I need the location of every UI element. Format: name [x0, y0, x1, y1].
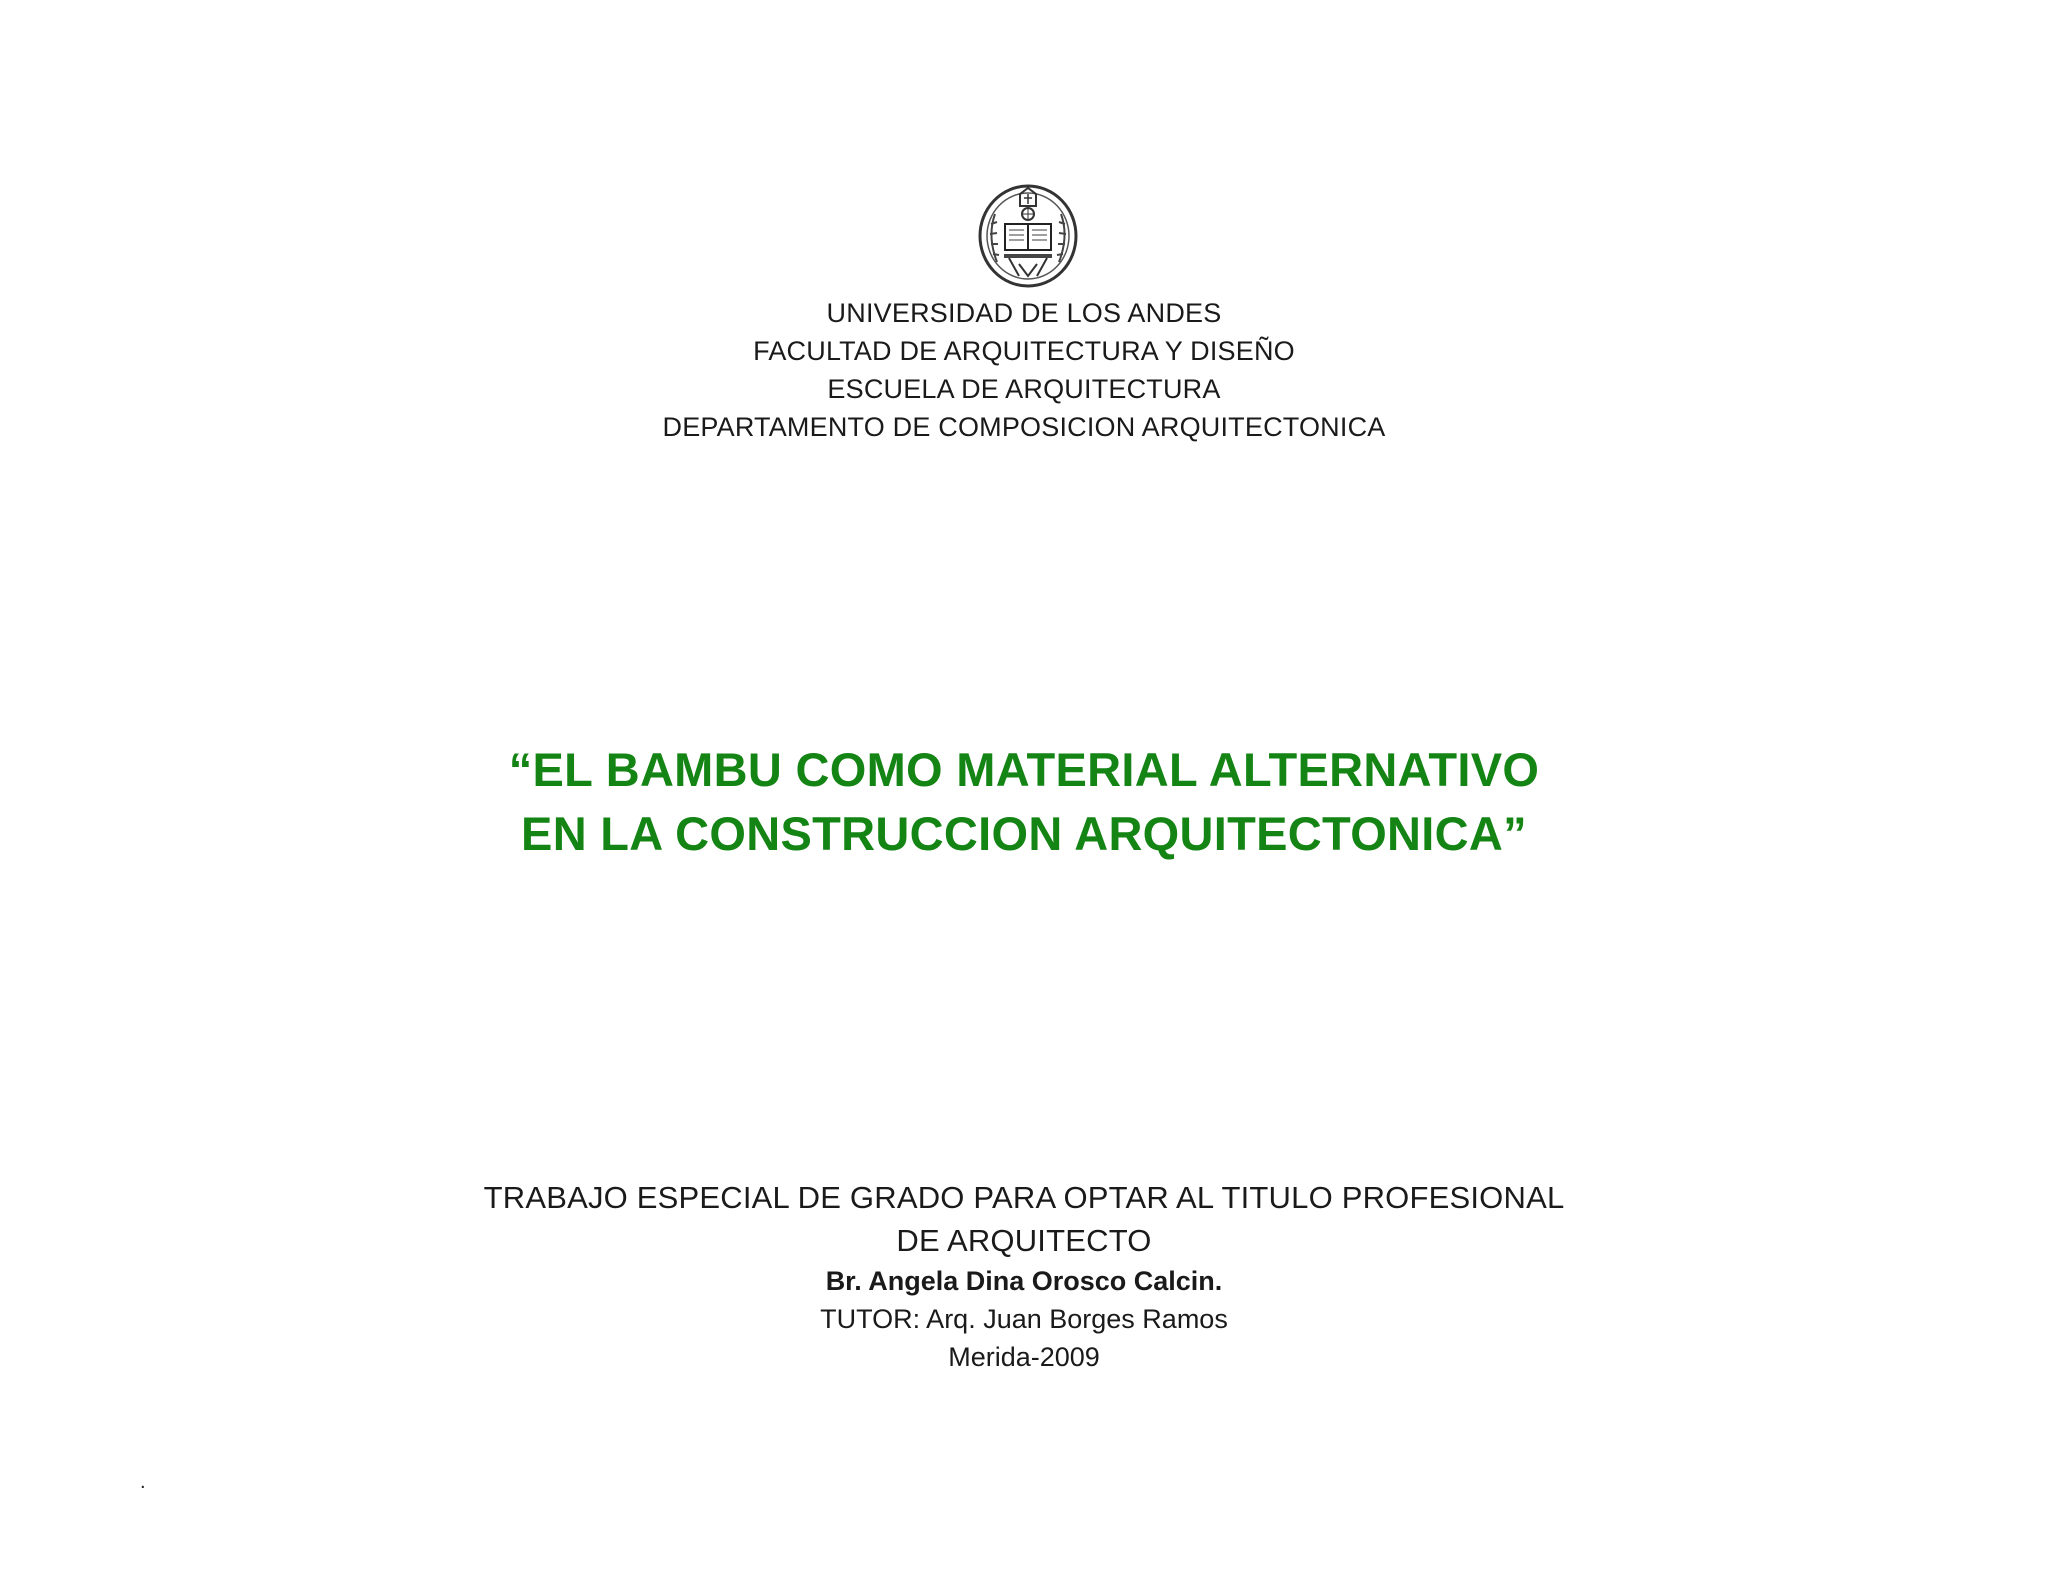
university-name: UNIVERSIDAD DE LOS ANDES: [826, 298, 1222, 328]
degree-info: [0, 1176, 2048, 1376]
author-name: Br. Angela Dina Orosco Calcin.: [825, 1266, 1223, 1296]
university-seal-icon: [977, 184, 1079, 288]
degree-statement-line-2: DE ARQUITECTO: [896, 1223, 1152, 1258]
tutor-name: TUTOR: Arq. Juan Borges Ramos: [820, 1304, 1228, 1334]
department-name: DEPARTAMENTO DE COMPOSICION ARQUITECTONICA: [662, 412, 1386, 442]
institution-header: [0, 294, 2048, 446]
place-year: Merida-2009: [948, 1342, 1100, 1372]
school-name: ESCUELA DE ARQUITECTURA: [827, 374, 1221, 404]
thesis-title-line-2: EN LA CONSTRUCCION ARQUITECTONICA”: [521, 807, 1527, 860]
degree-statement-line-1: TRABAJO ESPECIAL DE GRADO PARA OPTAR AL TITULO PROFESIONAL: [483, 1180, 1565, 1215]
footer-mark: .: [140, 1471, 146, 1493]
thesis-title-line-1: “EL BAMBU COMO MATERIAL ALTERNATIVO: [508, 743, 1540, 796]
faculty-name: FACULTAD DE ARQUITECTURA Y DISEÑO: [753, 336, 1295, 366]
thesis-title: [0, 738, 2048, 866]
